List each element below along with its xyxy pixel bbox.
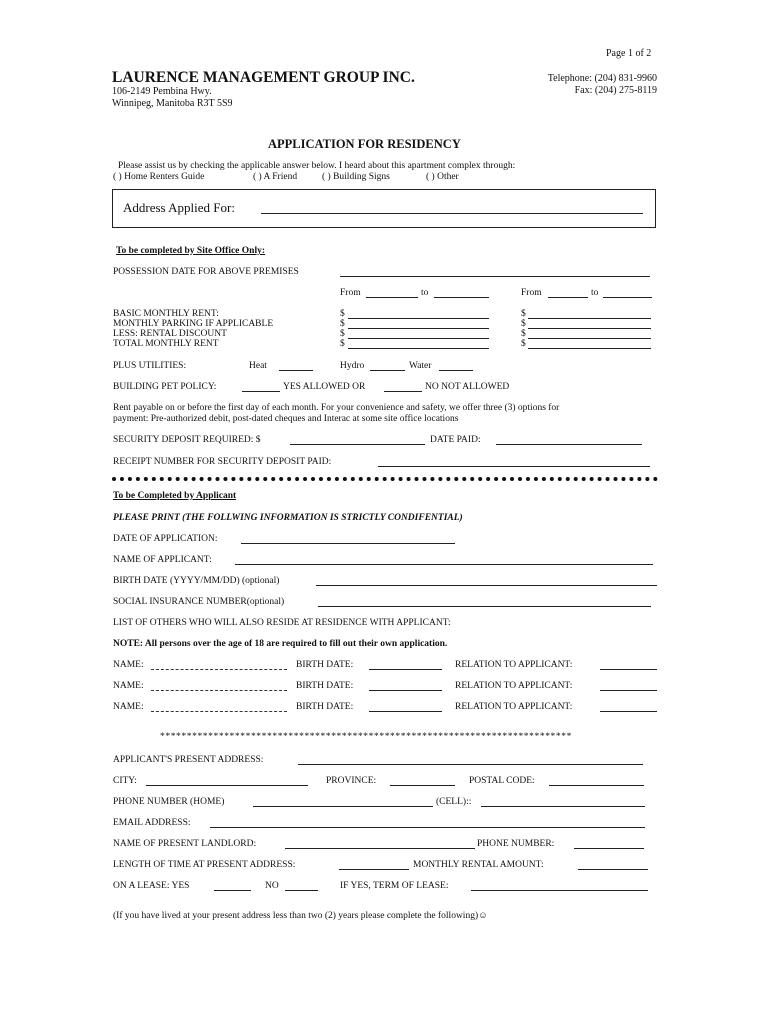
rent-note-line1: Rent payable on or before the first day of each month. For your convenience and safety, we offer three (3) options for	[113, 403, 560, 413]
company-telephone: Telephone: (204) 831-9960	[547, 73, 657, 84]
present-address-label: APPLICANT'S PRESENT ADDRESS:	[113, 755, 264, 765]
security-deposit-field[interactable]	[290, 435, 425, 445]
other-birth-label: BIRTH DATE:	[296, 702, 354, 712]
lease-no-label: NO	[265, 881, 279, 891]
rental-discount-label: LESS: RENTAL DISCOUNT	[113, 329, 227, 339]
other-name-field[interactable]	[151, 681, 287, 691]
province-field[interactable]	[390, 776, 455, 786]
postal-code-label: POSTAL CODE:	[469, 776, 535, 786]
email-field[interactable]	[210, 818, 645, 828]
other-relation-field[interactable]	[600, 681, 657, 691]
dollar-sign: $	[521, 329, 526, 339]
others-label: LIST OF OTHERS WHO WILL ALSO RESIDE AT RESIDENCE WITH APPLICANT:	[113, 618, 451, 628]
name-of-applicant-label: NAME OF APPLICANT:	[113, 555, 212, 565]
other-name-label: NAME:	[113, 660, 144, 670]
referral-prompt: Please assist us by checking the applicable answer below. I heard about this apartment complex through:	[118, 161, 516, 171]
landlord-phone-field[interactable]	[574, 839, 644, 849]
dollar-sign: $	[340, 309, 345, 319]
utilities-label: PLUS UTILITIES:	[113, 361, 187, 371]
other-relation-label: RELATION TO APPLICANT:	[455, 702, 573, 712]
water-field[interactable]	[439, 361, 473, 371]
from-date-field-1[interactable]	[366, 288, 418, 298]
address-applied-field[interactable]	[261, 203, 643, 214]
monthly-rental-label: MONTHLY RENTAL AMOUNT:	[413, 860, 544, 870]
total-rent-label: TOTAL MONTHLY RENT	[113, 339, 219, 349]
star-divider: *****************************************************************************	[160, 732, 572, 742]
present-address-field[interactable]	[298, 755, 643, 765]
possession-date-field[interactable]	[340, 267, 650, 277]
other-name-label: NAME:	[113, 681, 144, 691]
basic-rent-field-2[interactable]	[528, 309, 651, 319]
company-address-line2: Winnipeg, Manitoba R3T 5S9	[112, 98, 233, 109]
dollar-sign: $	[521, 339, 526, 349]
total-rent-field-2[interactable]	[528, 339, 651, 349]
dollar-sign: $	[340, 319, 345, 329]
print-note: PLEASE PRINT (THE FOLLWING INFORMATION IS STRICTLY CONDIFENTIAL)	[113, 513, 463, 523]
other-birth-label: BIRTH DATE:	[296, 681, 354, 691]
other-birth-label: BIRTH DATE:	[296, 660, 354, 670]
heat-field[interactable]	[279, 361, 313, 371]
to-label-2: to	[591, 288, 599, 298]
referral-option-building-signs[interactable]: ( ) Building Signs	[322, 172, 390, 182]
dollar-sign: $	[521, 319, 526, 329]
city-field[interactable]	[146, 776, 308, 786]
dollar-sign: $	[521, 309, 526, 319]
other-relation-label: RELATION TO APPLICANT:	[455, 660, 573, 670]
birth-date-field[interactable]	[316, 576, 657, 586]
other-relation-field[interactable]	[600, 660, 657, 670]
parking-field-1[interactable]	[348, 319, 489, 329]
to-label-1: to	[421, 288, 429, 298]
site-office-heading: To be completed by Site Office Only:	[116, 246, 265, 256]
other-name-field[interactable]	[151, 660, 287, 670]
basic-rent-field-1[interactable]	[348, 309, 489, 319]
monthly-rental-field[interactable]	[578, 860, 648, 870]
water-label: Water	[409, 361, 432, 371]
hydro-label: Hydro	[340, 361, 365, 371]
other-birth-field[interactable]	[369, 660, 442, 670]
security-deposit-label: SECURITY DEPOSIT REQUIRED: $	[113, 435, 261, 445]
hydro-field[interactable]	[370, 361, 405, 371]
footer-note: (If you have lived at your present address less than two (2) years please complete the following)☺	[113, 911, 488, 921]
lease-yes-field[interactable]	[214, 881, 251, 891]
date-paid-field[interactable]	[496, 435, 642, 445]
referral-option-friend[interactable]: ( ) A Friend	[253, 172, 298, 182]
pet-no-field[interactable]	[384, 382, 422, 392]
phone-home-label: PHONE NUMBER (HOME)	[113, 797, 225, 807]
possession-date-label: POSSESSION DATE FOR ABOVE PREMISES	[113, 267, 299, 277]
parking-label: MONTHLY PARKING IF APPLICABLE	[113, 319, 274, 329]
heat-label: Heat	[249, 361, 267, 371]
total-rent-field-1[interactable]	[348, 339, 489, 349]
other-name-label: NAME:	[113, 702, 144, 712]
city-label: CITY:	[113, 776, 137, 786]
section-separator	[112, 477, 658, 481]
from-label-1: From	[340, 288, 361, 298]
postal-code-field[interactable]	[549, 776, 644, 786]
other-name-field[interactable]	[151, 702, 287, 712]
company-name: LAURENCE MANAGEMENT GROUP INC.	[112, 69, 415, 86]
other-relation-field[interactable]	[600, 702, 657, 712]
landlord-name-field[interactable]	[285, 839, 475, 849]
from-date-field-2[interactable]	[548, 288, 588, 298]
pet-policy-label: BUILDING PET POLICY:	[113, 382, 217, 392]
lease-no-field[interactable]	[285, 881, 318, 891]
company-fax: Fax: (204) 275-8119	[574, 85, 657, 96]
referral-option-home-renters-guide[interactable]: ( ) Home Renters Guide	[113, 172, 205, 182]
parking-field-2[interactable]	[528, 319, 651, 329]
to-date-field-1[interactable]	[434, 288, 489, 298]
company-address-line1: 106-2149 Pembina Hwy.	[112, 86, 212, 97]
from-label-2: From	[521, 288, 542, 298]
rent-note-line2: payment: Pre-authorized debit, post-dated cheques and Interac at some site office locations	[113, 414, 459, 424]
pet-yes-label: YES ALLOWED OR	[283, 382, 366, 392]
address-applied-box	[112, 189, 656, 228]
other-birth-field[interactable]	[369, 681, 442, 691]
landlord-phone-label: PHONE NUMBER:	[477, 839, 555, 849]
length-at-address-field[interactable]	[339, 860, 409, 870]
name-of-applicant-field[interactable]	[235, 555, 653, 565]
date-paid-label: DATE PAID:	[430, 435, 481, 445]
phone-home-field[interactable]	[253, 797, 433, 807]
date-of-application-label: DATE OF APPLICATION:	[113, 534, 218, 544]
to-date-field-2[interactable]	[603, 288, 652, 298]
dollar-sign: $	[340, 329, 345, 339]
other-birth-field[interactable]	[369, 702, 442, 712]
discount-field-1[interactable]	[348, 329, 489, 339]
lease-term-label: IF YES, TERM OF LEASE:	[340, 881, 449, 891]
referral-option-other[interactable]: ( ) Other	[426, 172, 459, 182]
province-label: PROVINCE:	[326, 776, 377, 786]
sin-field[interactable]	[318, 597, 651, 607]
address-applied-label: Address Applied For:	[123, 200, 235, 215]
length-at-address-label: LENGTH OF TIME AT PRESENT ADDRESS:	[113, 860, 296, 870]
pet-yes-field[interactable]	[242, 382, 280, 392]
dollar-sign: $	[340, 339, 345, 349]
basic-rent-label: BASIC MONTHLY RENT:	[113, 309, 219, 319]
other-relation-label: RELATION TO APPLICANT:	[455, 681, 573, 691]
lease-yes-label: ON A LEASE: YES	[113, 881, 190, 891]
receipt-number-field[interactable]	[378, 457, 650, 467]
lease-term-field[interactable]	[471, 881, 648, 891]
birth-date-label: BIRTH DATE (YYYY/MM/DD) (optional)	[113, 576, 280, 586]
applicant-heading: To be Completed by Applicant	[113, 491, 237, 501]
pet-no-label: NO NOT ALLOWED	[425, 382, 510, 392]
page-number: Page 1 of 2	[606, 48, 652, 59]
cell-field[interactable]	[481, 797, 645, 807]
sin-label: SOCIAL INSURANCE NUMBER(optional)	[113, 597, 285, 607]
discount-field-2[interactable]	[528, 329, 651, 339]
age-note: NOTE: All persons over the age of 18 are required to fill out their own application.	[113, 639, 448, 649]
receipt-number-label: RECEIPT NUMBER FOR SECURITY DEPOSIT PAID:	[113, 457, 332, 467]
date-of-application-field[interactable]	[241, 534, 455, 544]
form-title: APPLICATION FOR RESIDENCY	[268, 137, 461, 151]
landlord-name-label: NAME OF PRESENT LANDLORD:	[113, 839, 257, 849]
email-label: EMAIL ADDRESS:	[113, 818, 191, 828]
cell-label: (CELL)::	[436, 797, 472, 807]
